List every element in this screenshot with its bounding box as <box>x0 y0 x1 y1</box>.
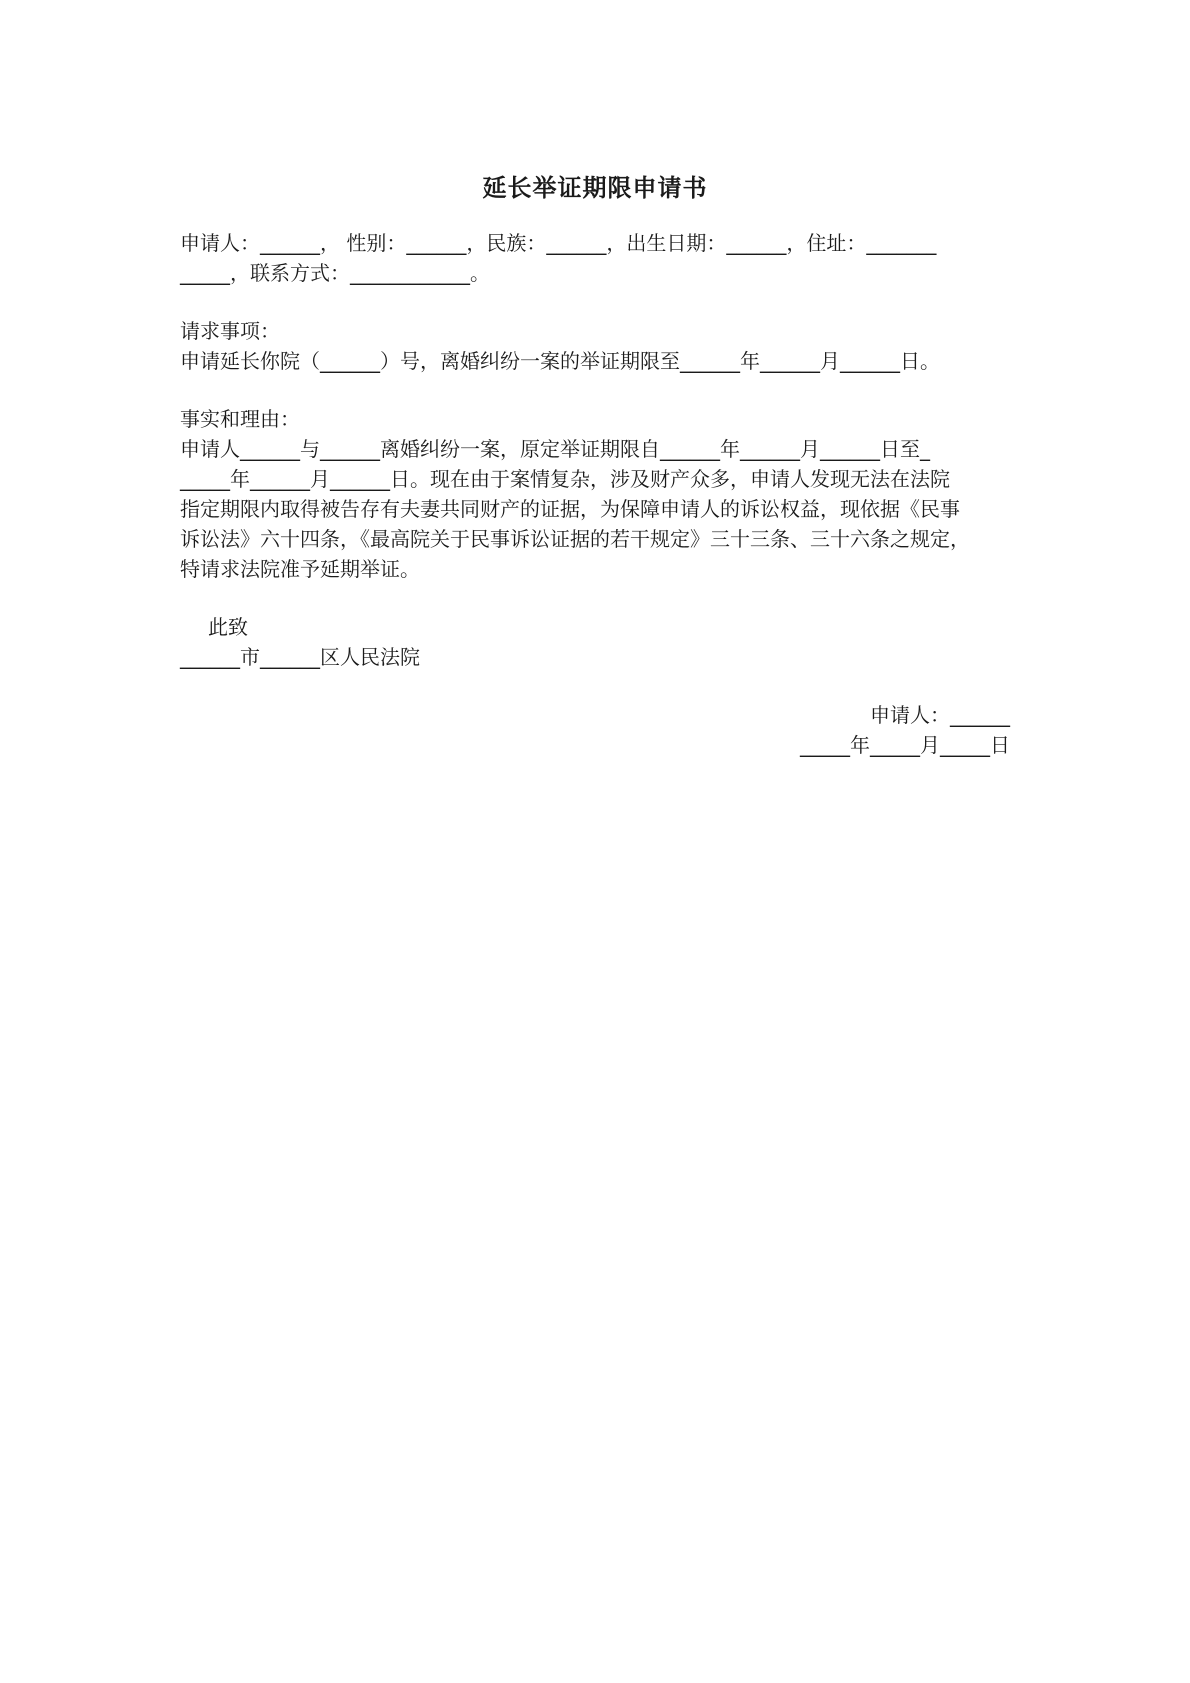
facts-line-4: 诉讼法》六十四条，《最高院关于民事诉讼证据的若干规定》三十三条、三十六条之规定， <box>180 527 970 551</box>
signature-date: _____年_____月_____日 <box>800 733 1010 757</box>
facts-line-3: 指定期限内取得被告存有夫妻共同财产的证据，为保障申请人的诉讼权益，现依据《民事 <box>180 497 960 521</box>
signature-applicant: 申请人：______ <box>870 703 1010 727</box>
request-heading: 请求事项： <box>180 319 280 343</box>
facts-heading: 事实和理由： <box>180 407 300 431</box>
facts-line-5: 特请求法院准予延期举证。 <box>180 557 420 581</box>
salutation: 此致 <box>208 615 248 639</box>
applicant-info-line-1: 申请人：______， 性别：______，民族：______，出生日期：______，住址：_______ <box>180 231 937 255</box>
facts-line-1: 申请人______与______离婚纠纷一案，原定举证期限自______年______月______日至_ <box>180 437 930 461</box>
applicant-info-line-2: _____，联系方式：____________。 <box>180 261 490 285</box>
request-text: 申请延长你院（______）号，离婚纠纷一案的举证期限至______年______月______日。 <box>180 349 940 373</box>
document-title: 延长举证期限申请书 <box>482 174 708 202</box>
court-name: ______市______区人民法院 <box>180 645 420 669</box>
facts-line-2: _____年______月______日。现在由于案情复杂，涉及财产众多，申请人发现无法在法院 <box>180 467 950 491</box>
